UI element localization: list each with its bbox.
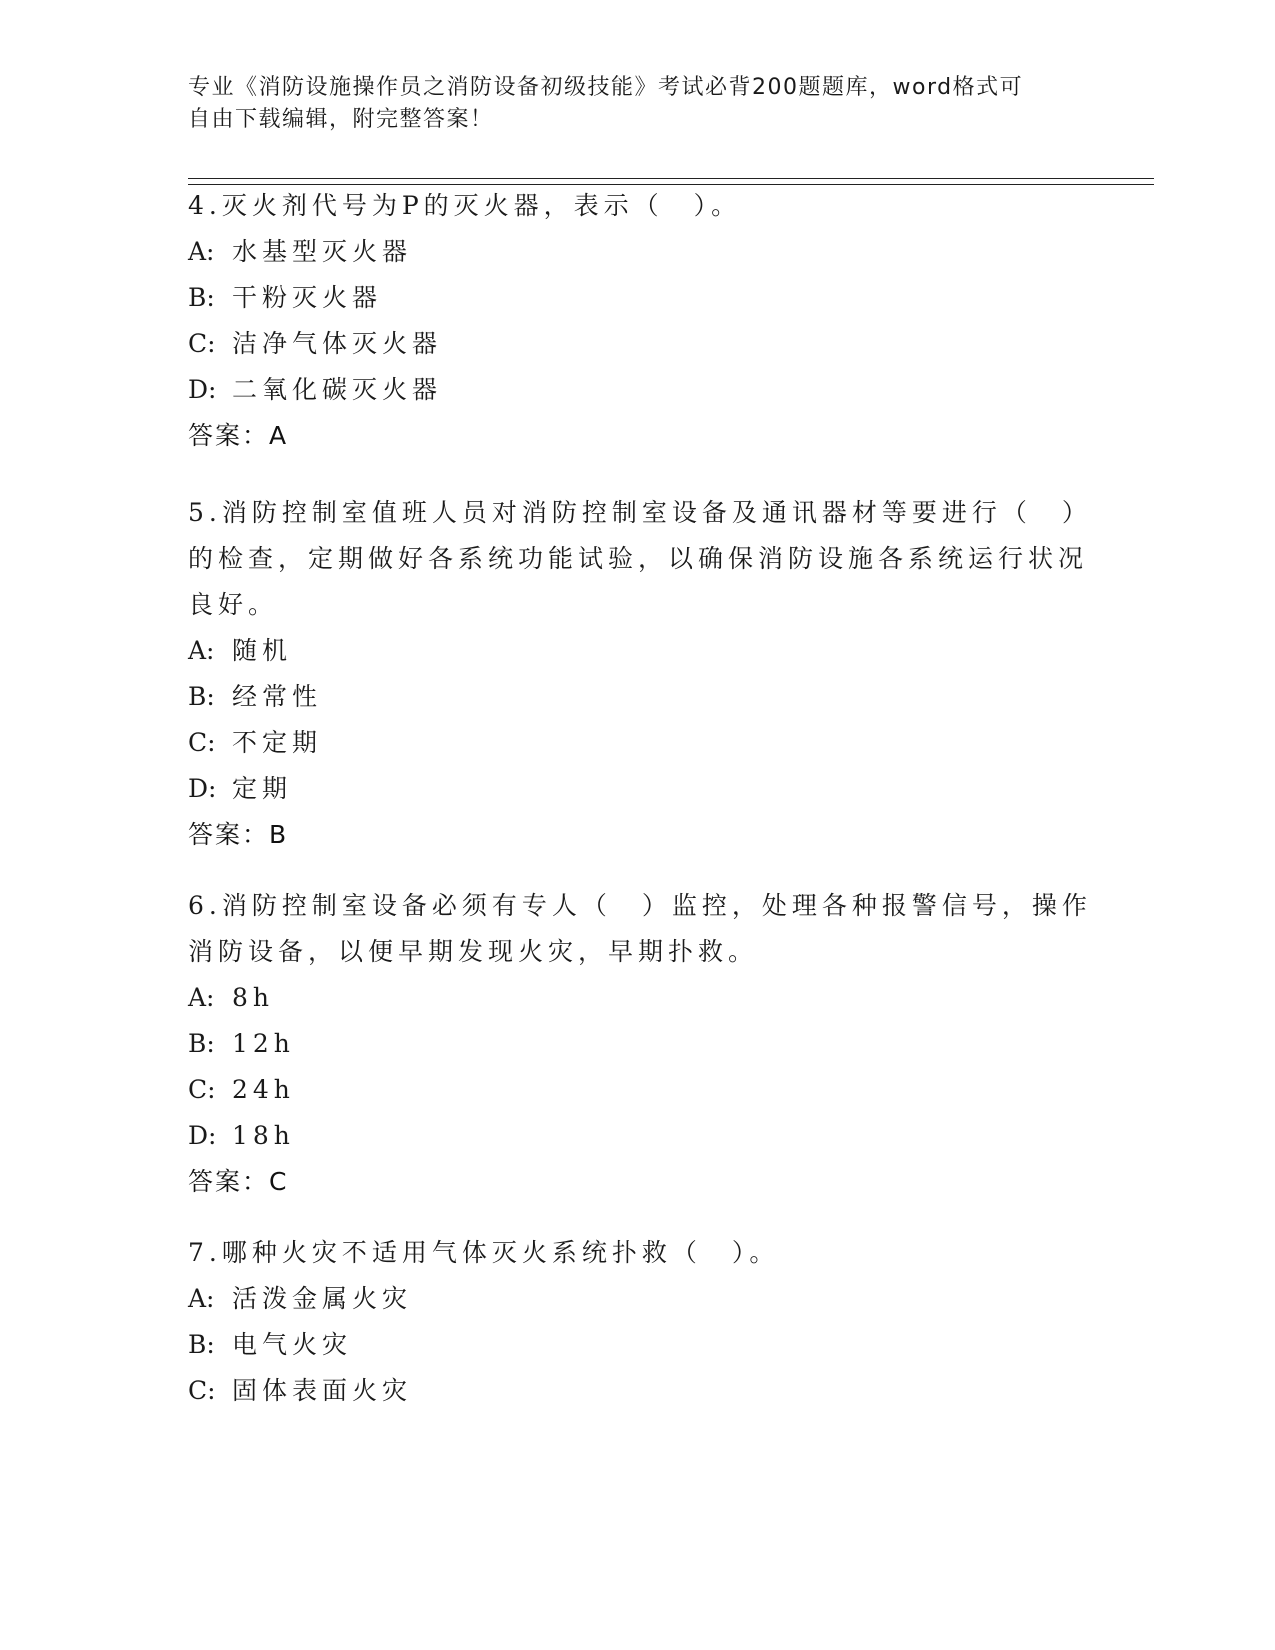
option-d [188, 1113, 1068, 1159]
option-c [188, 1368, 1068, 1414]
header-line-1: 专业《消防设施操作员之消防设备初级技能》考试必背200题题库，word格式可 [188, 75, 1024, 100]
question-stem [188, 183, 1068, 229]
option-label: D: [188, 1121, 217, 1150]
option-label: D: [188, 375, 217, 404]
option-label: C: [188, 1075, 216, 1104]
header-line-2: 自由下载编辑，附完整答案！ [188, 107, 494, 132]
question-stem-line: 良好。 [188, 590, 279, 619]
option-text: 经常性 [232, 682, 323, 711]
question-stem-line: 4.灭火剂代号为P的灭火器，表示（ ）。 [188, 191, 742, 220]
option-text: 18h [232, 1121, 295, 1150]
question-block [188, 490, 1092, 858]
question-stem-line: 6.消防控制室设备必须有专人（ ）监控，处理各种报警信号，操作 [188, 891, 1092, 920]
question-block [188, 183, 1068, 459]
option-text: 固体表面火灾 [232, 1376, 413, 1405]
option-text: 水基型灭火器 [232, 237, 413, 266]
question-block [188, 1230, 1068, 1414]
option-text: 定期 [232, 774, 293, 803]
option-c [188, 1067, 1068, 1113]
option-label: A: [188, 237, 215, 266]
option-label: B: [188, 682, 215, 711]
option-a [188, 1276, 1068, 1322]
question-stem-line: 消防设备，以便早期发现火灾，早期扑救。 [188, 937, 759, 966]
option-d [188, 766, 1068, 812]
option-label: B: [188, 283, 215, 312]
question-stem [188, 883, 1092, 975]
option-label: A: [188, 1284, 215, 1313]
option-c [188, 321, 1068, 367]
question-stem [188, 490, 1092, 628]
option-c [188, 720, 1068, 766]
option-text: 不定期 [232, 728, 323, 757]
option-label: C: [188, 728, 216, 757]
header-divider-top [188, 178, 1154, 179]
option-text: 二氧化碳灭火器 [232, 375, 443, 404]
option-label: A: [188, 983, 215, 1012]
option-text: 8h [232, 983, 275, 1012]
question-block [188, 883, 1092, 1205]
option-label: C: [188, 1376, 216, 1405]
question-stem-line: 5.消防控制室值班人员对消防控制室设备及通讯器材等要进行（ ） [188, 498, 1092, 527]
option-text: 活泼金属火灾 [232, 1284, 413, 1313]
question-stem-line: 的检查，定期做好各系统功能试验，以确保消防设施各系统运行状况 [188, 544, 1089, 573]
question-stem [188, 1230, 1068, 1276]
answer-line: 答案：C [188, 1167, 289, 1196]
option-label: D: [188, 774, 217, 803]
document-header [188, 72, 1068, 136]
option-b [188, 1021, 1068, 1067]
option-text: 洁净气体灭火器 [232, 329, 443, 358]
option-b [188, 1322, 1068, 1368]
option-text: 随机 [232, 636, 293, 665]
option-d [188, 367, 1068, 413]
option-label: A: [188, 636, 215, 665]
option-a [188, 628, 1068, 674]
option-a [188, 975, 1068, 1021]
option-label: C: [188, 329, 216, 358]
option-text: 电气火灾 [232, 1330, 353, 1359]
option-b [188, 275, 1068, 321]
option-text: 12h [232, 1029, 295, 1058]
option-label: B: [188, 1029, 215, 1058]
option-b [188, 674, 1068, 720]
option-text: 干粉灭火器 [232, 283, 383, 312]
option-text: 24h [232, 1075, 295, 1104]
answer-line: 答案：B [188, 820, 289, 849]
answer-line: 答案：A [188, 421, 289, 450]
option-label: B: [188, 1330, 215, 1359]
question-stem-line: 7.哪种火灾不适用气体灭火系统扑救（ ）。 [188, 1238, 780, 1267]
option-a [188, 229, 1068, 275]
